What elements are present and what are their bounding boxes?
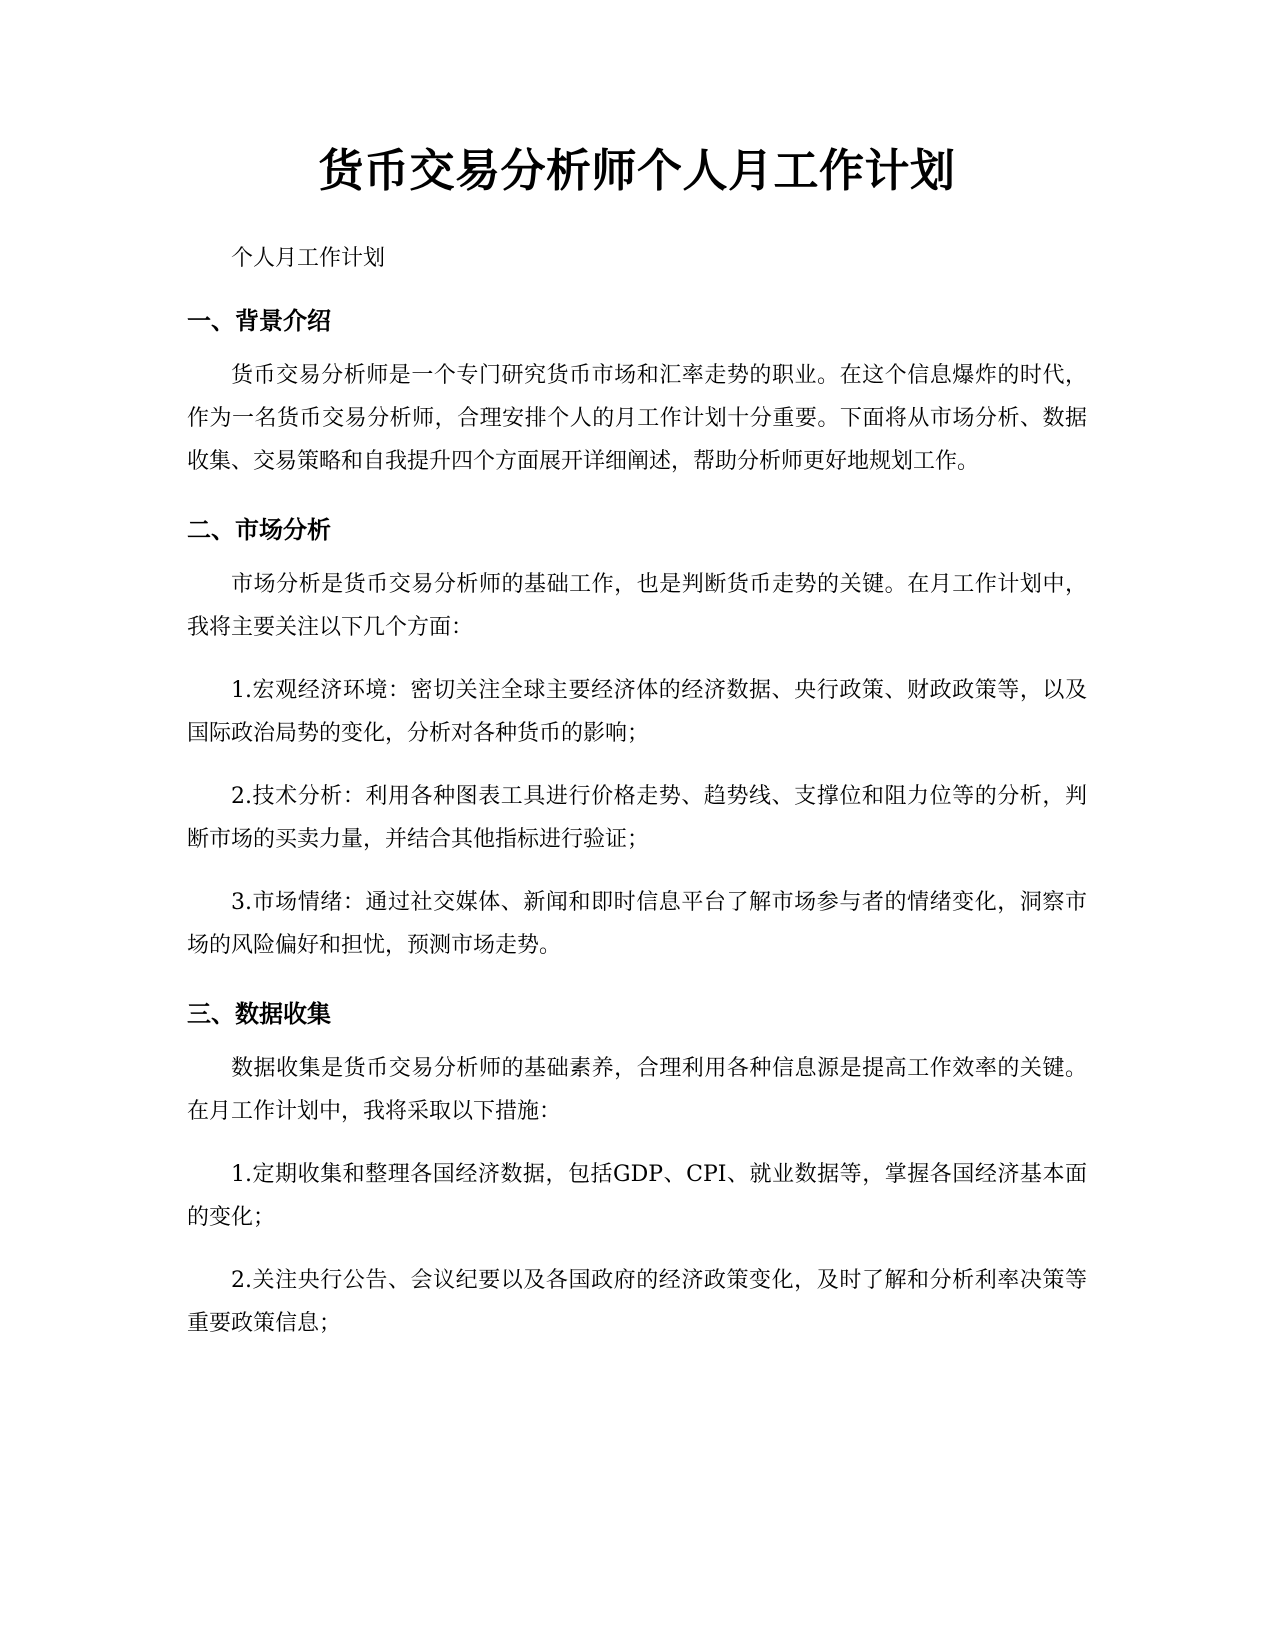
section-background bbox=[187, 306, 1087, 483]
list-item: 3.市场情绪：通过社交媒体、新闻和即时信息平台了解市场参与者的情绪变化，洞察市场的风险偏好和担忧，预测市场走势。 bbox=[187, 890, 1087, 958]
document-subtitle: 个人月工作计划 bbox=[231, 246, 386, 271]
document-title: 货币交易分析师个人月工作计划 bbox=[318, 144, 956, 197]
document-body bbox=[187, 138, 1087, 1345]
list-item: 1.定期收集和整理各国经济数据，包括GDP、CPI、就业数据等，掌握各国经济基本面的变化； bbox=[187, 1162, 1087, 1230]
paragraph: 货币交易分析师是一个专门研究货币市场和汇率走势的职业。在这个信息爆炸的时代，作为一名货币交易分析师，合理安排个人的月工作计划十分重要。下面将从市场分析、数据收集、交易策略和自我提升四个方面展开详细阐述，帮助分析师更好地规划工作。 bbox=[187, 363, 1087, 474]
section-data-collection bbox=[187, 999, 1087, 1345]
list-item: 2.技术分析：利用各种图表工具进行价格走势、趋势线、支撑位和阻力位等的分析，判断市场的买卖力量，并结合其他指标进行验证； bbox=[187, 784, 1087, 852]
list-item: 1.宏观经济环境：密切关注全球主要经济体的经济数据、央行政策、财政政策等，以及国际政治局势的变化，分析对各种货币的影响； bbox=[187, 678, 1087, 746]
section-heading: 二、市场分析 bbox=[187, 516, 331, 544]
section-market-analysis bbox=[187, 515, 1087, 967]
paragraph: 数据收集是货币交易分析师的基础素养，合理利用各种信息源是提高工作效率的关键。在月工作计划中，我将采取以下措施： bbox=[187, 1056, 1087, 1124]
list-item: 2.关注央行公告、会议纪要以及各国政府的经济政策变化，及时了解和分析利率决策等重要政策信息； bbox=[187, 1268, 1087, 1336]
paragraph: 市场分析是货币交易分析师的基础工作，也是判断货币走势的关键。在月工作计划中，我将主要关注以下几个方面： bbox=[187, 572, 1087, 640]
section-heading: 一、背景介绍 bbox=[187, 307, 331, 335]
section-heading: 三、数据收集 bbox=[187, 1000, 331, 1028]
